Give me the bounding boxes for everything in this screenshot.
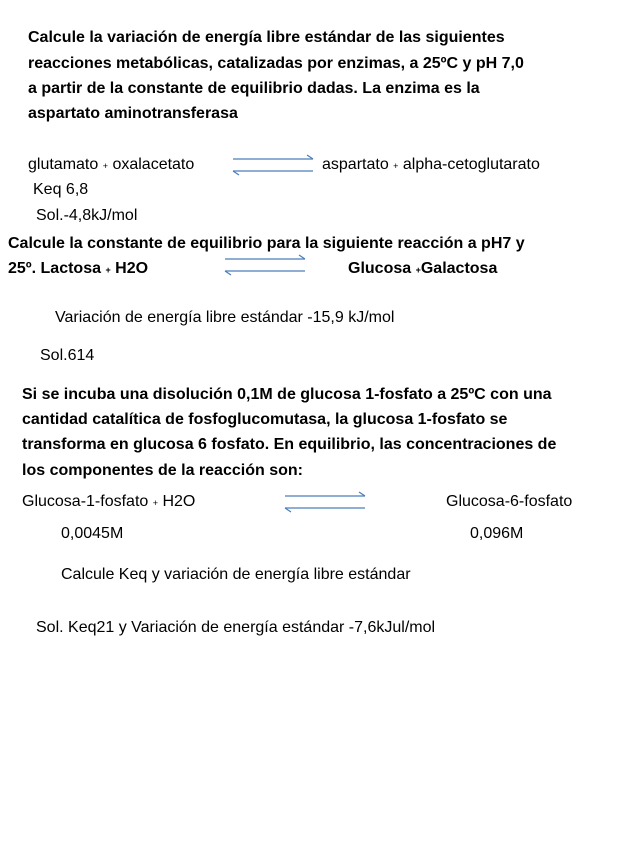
equilibrium-arrows-icon: [231, 152, 317, 178]
problem1-keq: Keq 6,8: [33, 181, 89, 198]
product-aspartato: aspartato: [322, 156, 389, 173]
equilibrium-arrows-icon: [283, 488, 369, 514]
problem1-solution: Sol.-4,8kJ/mol: [36, 207, 138, 224]
problem2-lactosa: 25º. Lactosa: [8, 260, 101, 277]
product-glucosa-6-fosfato: Glucosa-6-fosfato: [446, 493, 573, 510]
plus-sign: +: [102, 161, 108, 171]
problem2-statement-line2: [8, 256, 148, 283]
problem1-statement-line1: Calcule la variación de energía libre estándar de las siguientes: [28, 29, 505, 46]
problem2-statement-line1: Calcule la constante de equilibrio para la siguiente reacción a pH7 y: [8, 235, 525, 252]
equilibrium-arrows-icon: [223, 253, 309, 279]
product-glucosa: Glucosa: [348, 260, 412, 277]
problem3-statement-line2: cantidad catalítica de fosfoglucomutasa, la glucosa 1-fosfato se: [22, 411, 508, 428]
reactant-oxalacetato: oxalacetato: [112, 156, 195, 173]
problem2-delta-g: Variación de energía libre estándar -15,9 kJ/mol: [55, 309, 395, 326]
reactant-glucosa-1-fosfato: Glucosa-1-fosfato: [22, 493, 149, 510]
problem3-statement-line1: Si se incuba una disolución 0,1M de glucosa 1-fosfato a 25ºC con una: [22, 386, 552, 403]
product-galactosa: Galactosa: [420, 260, 498, 277]
problem3-task: Calcule Keq y variación de energía libre estándar: [61, 566, 411, 583]
problem1-reactants: [28, 152, 194, 179]
problem2-products: [348, 256, 497, 283]
problem3-statement-line3: transforma en glucosa 6 fosfato. En equilibrio, las concentraciones de: [22, 436, 557, 453]
problem3-statement-line4: los componentes de la reacción son:: [22, 462, 303, 479]
reactant-h2o: H2O: [162, 493, 196, 510]
plus-sign: +: [152, 498, 158, 508]
problem1-statement-line2: reacciones metabólicas, catalizadas por enzimas, a 25ºC y pH 7,0: [28, 55, 524, 72]
product-alpha-cetoglutarato: alpha-cetoglutarato: [402, 156, 540, 173]
problem1-products: [322, 152, 540, 179]
problem3-solution: Sol. Keq21 y Variación de energía estándar -7,6kJul/mol: [36, 619, 436, 636]
reactant-glutamato: glutamato: [28, 156, 99, 173]
plus-sign: +: [105, 265, 111, 275]
problem2-solution: Sol.614: [40, 347, 95, 364]
concentration-reactant: 0,0045M: [61, 525, 124, 542]
problem1-statement-line4: aspartato aminotransferasa: [28, 105, 238, 122]
problem3-reactants: [22, 489, 195, 516]
plus-sign: +: [415, 265, 421, 275]
problem2-h2o: H2O: [115, 260, 149, 277]
problem1-statement-line3: a partir de la constante de equilibrio dadas. La enzima es la: [28, 80, 480, 97]
plus-sign: +: [393, 161, 399, 171]
concentration-product: 0,096M: [470, 525, 524, 542]
